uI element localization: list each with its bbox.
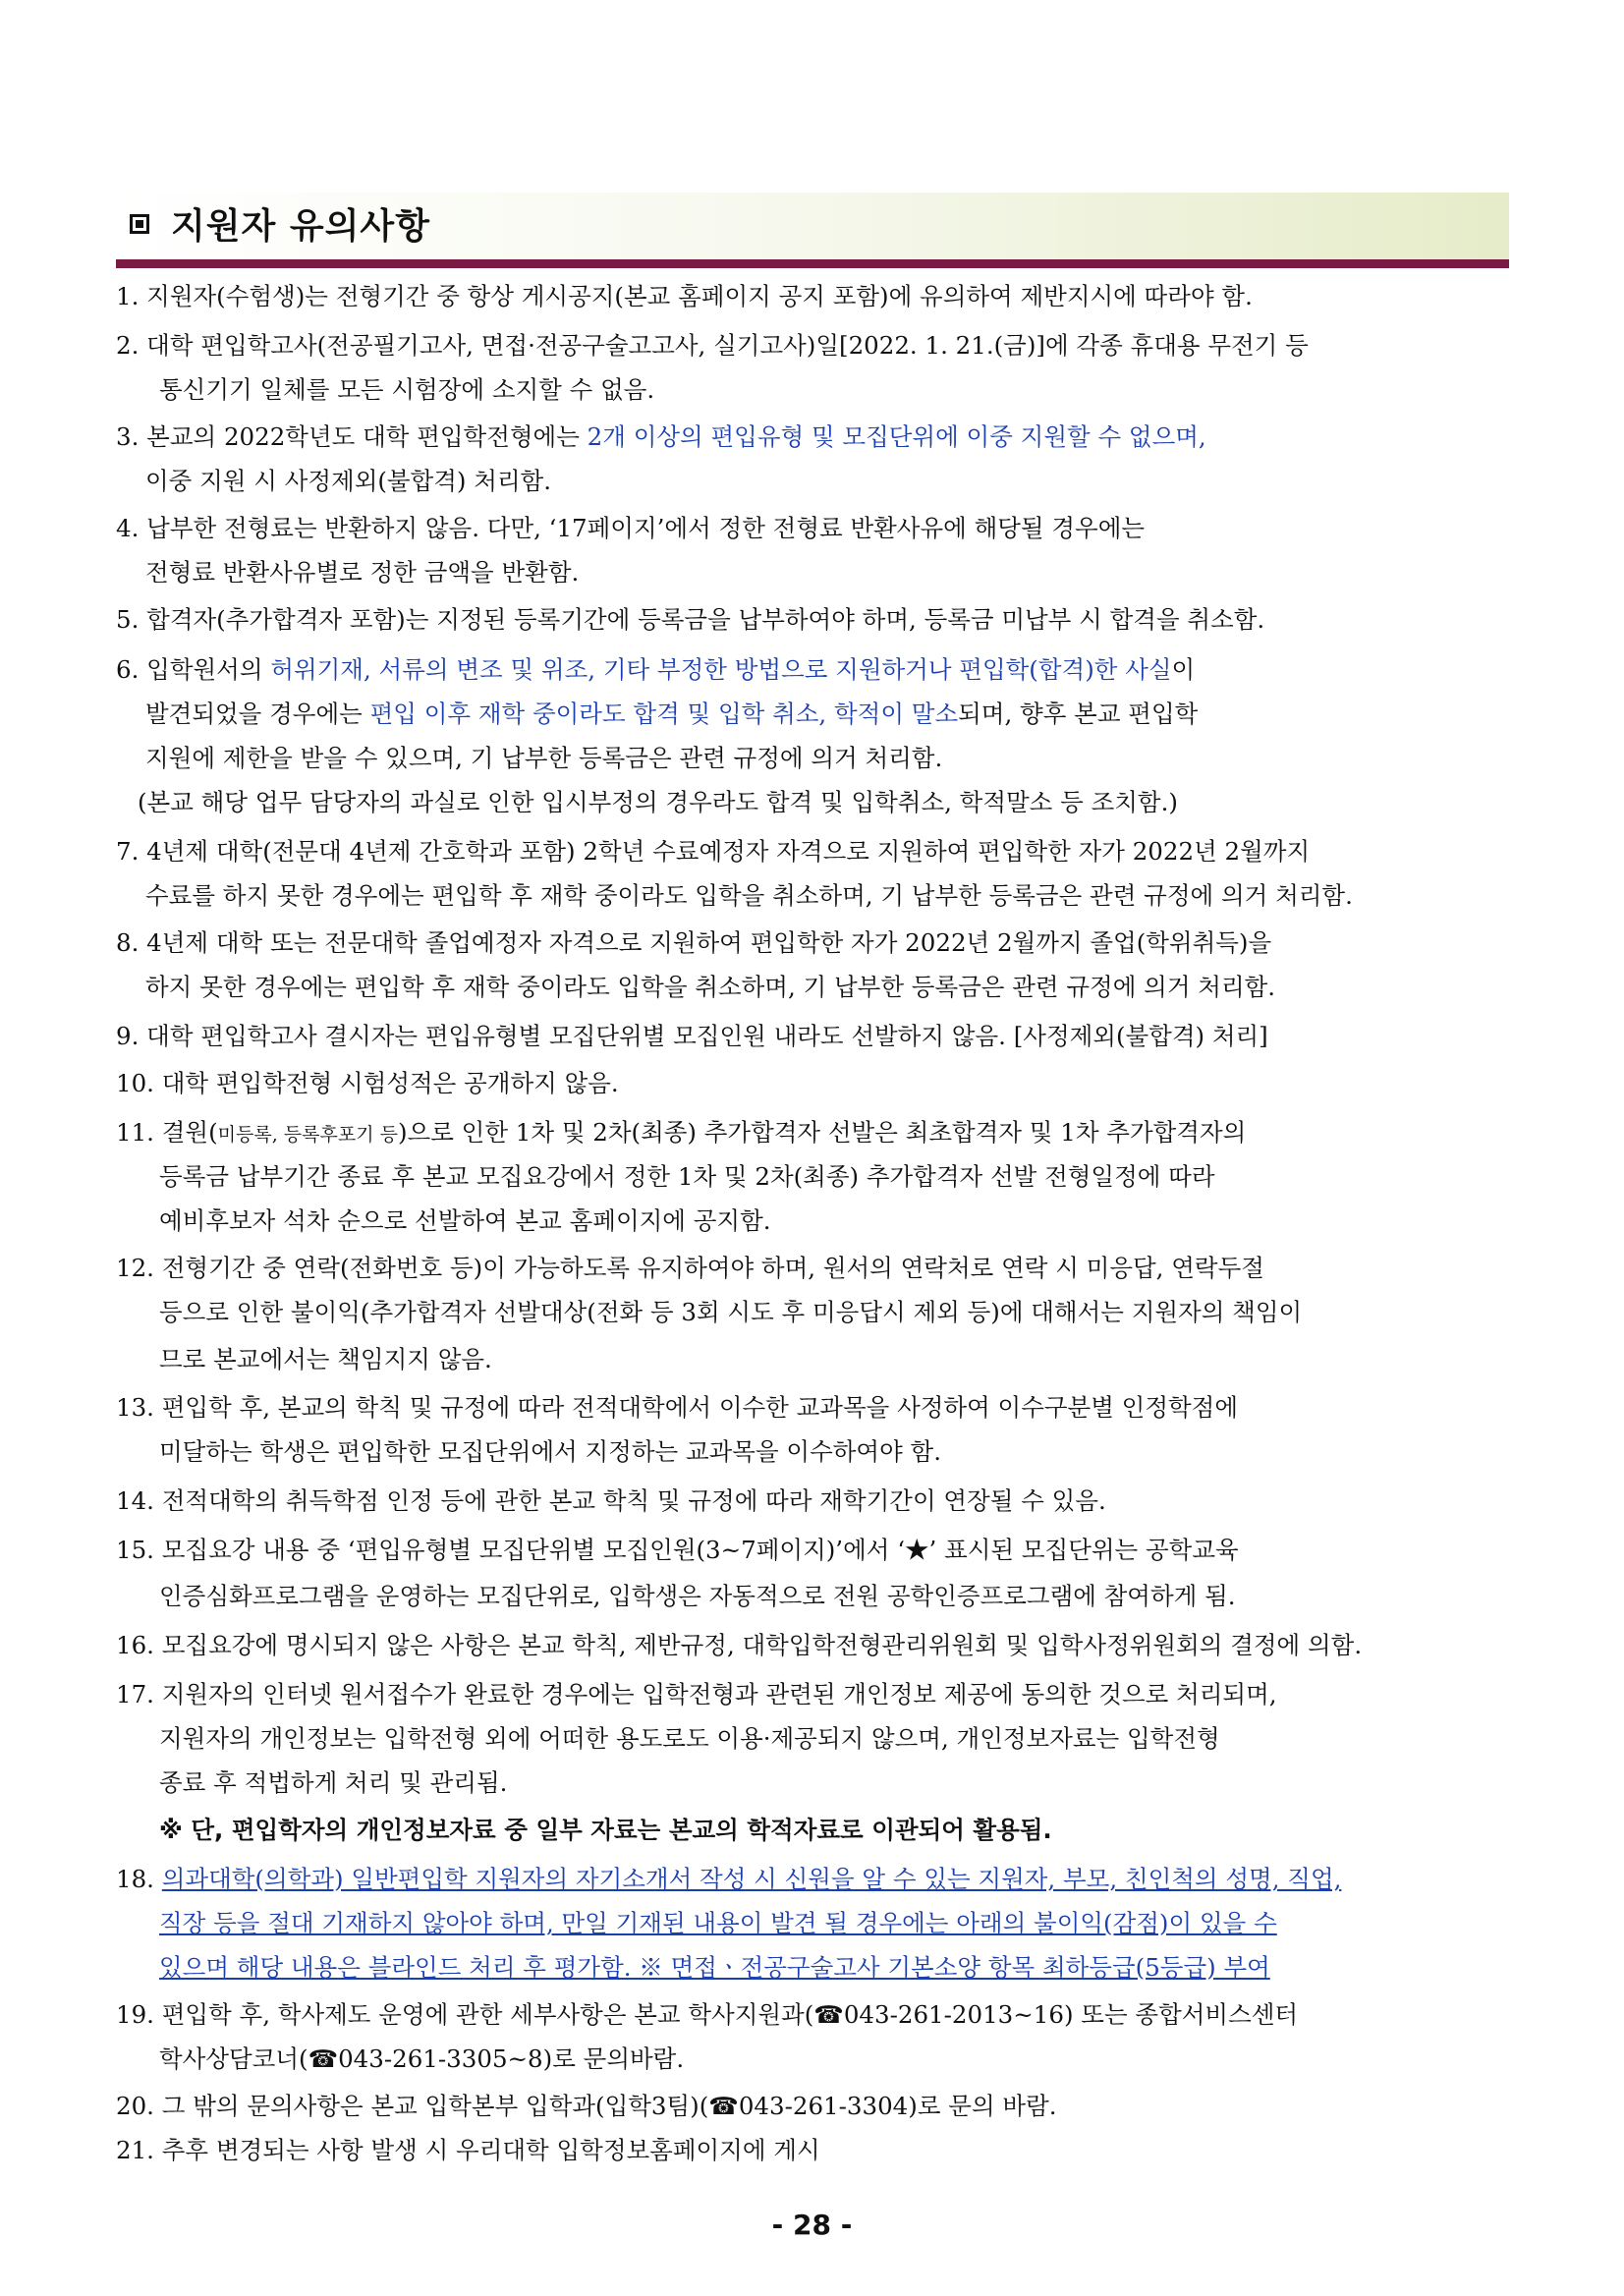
- phone-icon: ☎: [708, 2092, 739, 2120]
- list-item: 19. 편입학 후, 학사제도 운영에 관한 세부사항은 본교 학사지원과(☎043-261-2013~16) 또는 종합서비스센터: [116, 2000, 1299, 2029]
- list-item-cont: 통신기기 일체를 모든 시험장에 소지할 수 없음.: [159, 375, 655, 404]
- list-item-cont: 므로 본교에서는 책임지지 않음.: [159, 1345, 492, 1373]
- list-item: 10. 대학 편입학전형 시험성적은 공개하지 않음.: [116, 1069, 619, 1097]
- section-header: [116, 193, 1509, 259]
- list-item-cont: 학사상담코너(☎043-261-3305~8)로 문의바람.: [159, 2044, 685, 2073]
- list-item: 6. 입학원서의 허위기재, 서류의 변조 및 위조, 기타 부정한 방법으로 지원하거나 편입학(합격)한 사실이: [116, 655, 1196, 684]
- list-item: 15. 모집요강 내용 중 ‘편입유형별 모집단위별 모집인원(3~7페이지)’에서 ‘★’ 표시된 모집단위는 공학교육: [116, 1536, 1239, 1564]
- section-title: 지원자 유의사항: [171, 206, 430, 247]
- list-item-note: ※ 단, 편입학자의 개인정보자료 중 일부 자료는 본교의 학적자료로 이관되어 활용됨.: [159, 1816, 1052, 1844]
- list-item: 3. 본교의 2022학년도 대학 편입학전형에는 2개 이상의 편입유형 및 모집단위에 이중 지원할 수 없으며,: [116, 422, 1206, 451]
- phone-icon: ☎: [813, 2000, 844, 2029]
- list-item: 2. 대학 편입학고사(전공필기고사, 면접·전공구술고고사, 실기고사)일[2022. 1. 21.(금)]에 각종 휴대용 무전기 등: [116, 331, 1309, 360]
- list-item: 11. 결원(미등록, 등록후포기 등)으로 인한 1차 및 2차(최종) 추가합격자 선발은 최초합격자 및 1차 추가합격자의: [116, 1118, 1247, 1147]
- list-item-cont: 미달하는 학생은 편입학한 모집단위에서 지정하는 교과목을 이수하여야 함.: [159, 1437, 941, 1466]
- highlight-text: 허위기재, 서류의 변조 및 위조, 기타 부정한 방법으로 지원하거나 편입학(합격)한 사실: [270, 655, 1172, 684]
- list-item: 13. 편입학 후, 본교의 학칙 및 규정에 따라 전적대학에서 이수한 교과목을 사정하여 이수구분별 인정학점에: [116, 1393, 1239, 1422]
- list-item: 4. 납부한 전형료는 반환하지 않음. 다만, ‘17페이지’에서 정한 전형료 반환사유에 해당될 경우에는: [116, 514, 1146, 542]
- list-item-cont: 전형료 반환사유별로 정한 금액을 반환함.: [145, 558, 580, 587]
- highlight-text: 의과대학(의학과) 일반편입학 지원자의 자기소개서 작성 시 신원을 알 수 있는 지원자, 부모, 친인척의 성명, 직업,: [161, 1865, 1342, 1893]
- highlight-text: 직장 등을 절대 기재하지 않아야 하며, 만일 기재된 내용이 발견 될 경우에는 아래의 불이익(감점)이 있을 수: [159, 1909, 1277, 1937]
- highlight-text: 편입 이후 재학 중이라도 합격 및 입학 취소, 학적이 말소: [369, 700, 959, 728]
- list-item: 7. 4년제 대학(전문대 4년제 간호학과 포함) 2학년 수료예정자 자격으로 지원하여 편입학한 자가 2022년 2월까지: [116, 837, 1311, 866]
- list-item: 16. 모집요강에 명시되지 않은 사항은 본교 학칙, 제반규정, 대학입학전형관리위원회 및 입학사정위원회의 결정에 의함.: [116, 1631, 1363, 1659]
- list-item: 1. 지원자(수험생)는 전형기간 중 항상 게시공지(본교 홈페이지 공지 포함)에 유의하여 제반지시에 따라야 함.: [116, 282, 1253, 310]
- list-item-cont: 발견되었을 경우에는 편입 이후 재학 중이라도 합격 및 입학 취소, 학적이 말소되며, 향후 본교 편입학: [145, 700, 1199, 728]
- list-item-cont: 등록금 납부기간 종료 후 본교 모집요강에서 정한 1차 및 2차(최종) 추가합격자 선발 전형일정에 따라: [159, 1162, 1215, 1191]
- list-item-cont: 지원에 제한을 받을 수 있으며, 기 납부한 등록금은 관련 규정에 의거 처리함.: [145, 744, 943, 772]
- list-item: 5. 합격자(추가합격자 포함)는 지정된 등록기간에 등록금을 납부하여야 하며, 등록금 미납부 시 합격을 취소함.: [116, 605, 1265, 634]
- list-item-cont: 수료를 하지 못한 경우에는 편입학 후 재학 중이라도 입학을 취소하며, 기 납부한 등록금은 관련 규정에 의거 처리함.: [145, 881, 1353, 910]
- list-item: 8. 4년제 대학 또는 전문대학 졸업예정자 자격으로 지원하여 편입학한 자가 2022년 2월까지 졸업(학위취득)을: [116, 928, 1272, 957]
- list-item-cont: 등으로 인한 불이익(추가합격자 선발대상(전화 등 3회 시도 후 미응답시 제외 등)에 대해서는 지원자의 책임이: [159, 1298, 1303, 1326]
- list-item: 18. 의과대학(의학과) 일반편입학 지원자의 자기소개서 작성 시 신원을 알 수 있는 지원자, 부모, 친인척의 성명, 직업,: [116, 1865, 1342, 1893]
- list-item-cont: 이중 지원 시 사정제외(불합격) 처리함.: [145, 467, 552, 495]
- page-number: - 28 -: [771, 2209, 853, 2241]
- list-item: 9. 대학 편입학고사 결시자는 편입유형별 모집단위별 모집인원 내라도 선발하지 않음. [사정제외(불합격) 처리]: [116, 1022, 1268, 1050]
- list-item-cont: 하지 못한 경우에는 편입학 후 재학 중이라도 입학을 취소하며, 기 납부한 등록금은 관련 규정에 의거 처리함.: [145, 973, 1276, 1001]
- list-item-cont: 종료 후 적법하게 처리 및 관리됨.: [159, 1768, 508, 1797]
- highlight-text: 2개 이상의 편입유형 및 모집단위에 이중 지원할 수 없으며,: [587, 422, 1206, 451]
- phone-icon: ☎: [308, 2044, 339, 2073]
- list-item-note: (본교 해당 업무 담당자의 과실로 인한 입시부정의 경우라도 합격 및 입학취소, 학적말소 등 조치함.): [138, 788, 1178, 816]
- square-bullet-icon: [130, 214, 149, 234]
- list-item: 12. 전형기간 중 연락(전화번호 등)이 가능하도록 유지하여야 하며, 원서의 연락처로 연락 시 미응답, 연락두절: [116, 1254, 1264, 1282]
- list-item-cont: 인증심화프로그램을 운영하는 모집단위로, 입학생은 자동적으로 전원 공학인증프로그램에 참여하게 됨.: [159, 1582, 1236, 1610]
- list-item-cont: 지원자의 개인정보는 입학전형 외에 어떠한 용도로도 이용·제공되지 않으며, 개인정보자료는 입학전형: [159, 1724, 1220, 1753]
- header-underline: [116, 259, 1509, 268]
- list-item-cont: 예비후보자 석차 순으로 선발하여 본교 홈페이지에 공지함.: [159, 1206, 771, 1235]
- list-item: 20. 그 밖의 문의사항은 본교 입학본부 입학과(입학3팀)(☎043-261-3304)로 문의 바람.: [116, 2092, 1057, 2120]
- highlight-text: 있으며 해당 내용은 블라인드 처리 후 평가함. ※ 면접ㆍ전공구술고사 기본소양 항목 최하등급(5등급) 부여: [159, 1953, 1270, 1982]
- list-item: 21. 추후 변경되는 사항 발생 시 우리대학 입학정보홈페이지에 게시: [116, 2136, 820, 2164]
- list-item: 14. 전적대학의 취득학점 인정 등에 관한 본교 학칙 및 규정에 따라 재학기간이 연장될 수 있음.: [116, 1486, 1106, 1515]
- list-item: 17. 지원자의 인터넷 원서접수가 완료한 경우에는 입학전형과 관련된 개인정보 제공에 동의한 것으로 처리되며,: [116, 1680, 1277, 1708]
